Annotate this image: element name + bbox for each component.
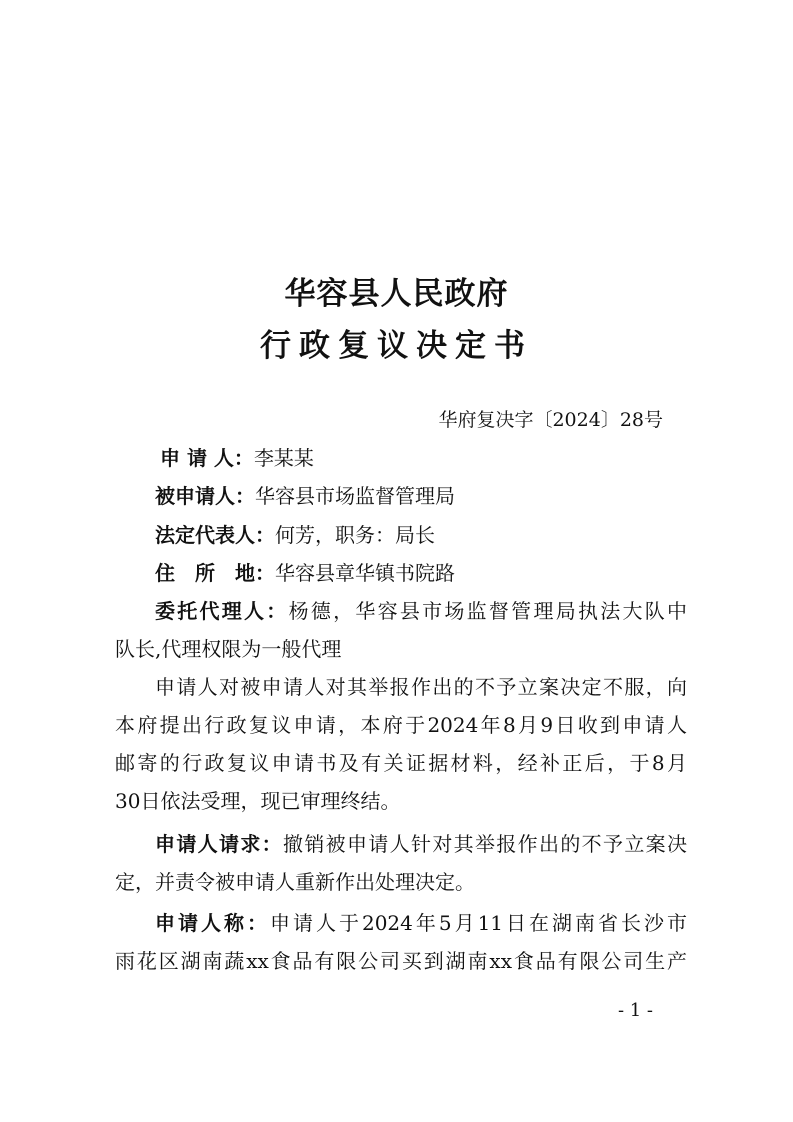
claim-line-2: 雨花区湖南蔬xx食品有限公司买到湖南xx食品有限公司生产 xyxy=(115,949,687,973)
intro-paragraph-line: 申请人对被申请人对其举报作出的不予立案决定不服，向 xyxy=(155,675,687,699)
intro-paragraph-line: 本府提出行政复议申请，本府于2024年8月9日收到申请人 xyxy=(115,713,687,737)
document-issuer-title: 华容县人民政府 xyxy=(284,276,509,312)
agent-value-1: 杨德，华容县市场监督管理局执法大队中 xyxy=(288,599,688,623)
page-number: - 1 - xyxy=(617,1000,653,1021)
document-type-title: 行政复议决定书 xyxy=(260,328,533,364)
intro-paragraph-line: 邮寄的行政复议申请书及有关证据材料，经补正后，于8月 xyxy=(115,751,687,775)
claim-label: 申请人称： xyxy=(155,911,270,935)
agent-line-2: 队长,代理权限为一般代理 xyxy=(115,637,342,661)
agent-label: 委托代理人： xyxy=(155,599,289,623)
address-line xyxy=(155,555,727,591)
respondent-label: 被申请人： xyxy=(155,484,255,508)
request-line-1 xyxy=(155,826,687,862)
legal-representative-line xyxy=(155,517,727,553)
address-value: 华容县章华镇书院路 xyxy=(275,561,455,585)
claim-value-1: 申请人于2024年5月11日在湖南省长沙市 xyxy=(269,911,687,935)
address-label: 住 所 地： xyxy=(155,561,275,585)
applicant-value: 李某某 xyxy=(253,446,314,470)
respondent-value: 华容县市场监督管理局 xyxy=(255,484,455,508)
document-number: 华府复决字〔2024〕28号 xyxy=(438,409,663,431)
applicant-label: 申 请 人： xyxy=(160,446,254,470)
legal-representative-label: 法定代表人： xyxy=(155,523,275,547)
request-line-2: 定，并责令被申请人重新作出处理决定。 xyxy=(115,870,475,894)
agent-line-1 xyxy=(155,593,687,629)
applicant-line xyxy=(160,440,732,476)
legal-representative-value: 何芳，职务：局长 xyxy=(275,523,435,547)
claim-line-1 xyxy=(155,905,687,941)
request-label: 申请人请求： xyxy=(155,832,283,856)
request-value-1: 撤销被申请人针对其举报作出的不予立案决 xyxy=(283,832,687,856)
intro-paragraph-line: 30日依法受理，现已审理终结。 xyxy=(115,789,401,813)
respondent-line xyxy=(155,478,727,514)
